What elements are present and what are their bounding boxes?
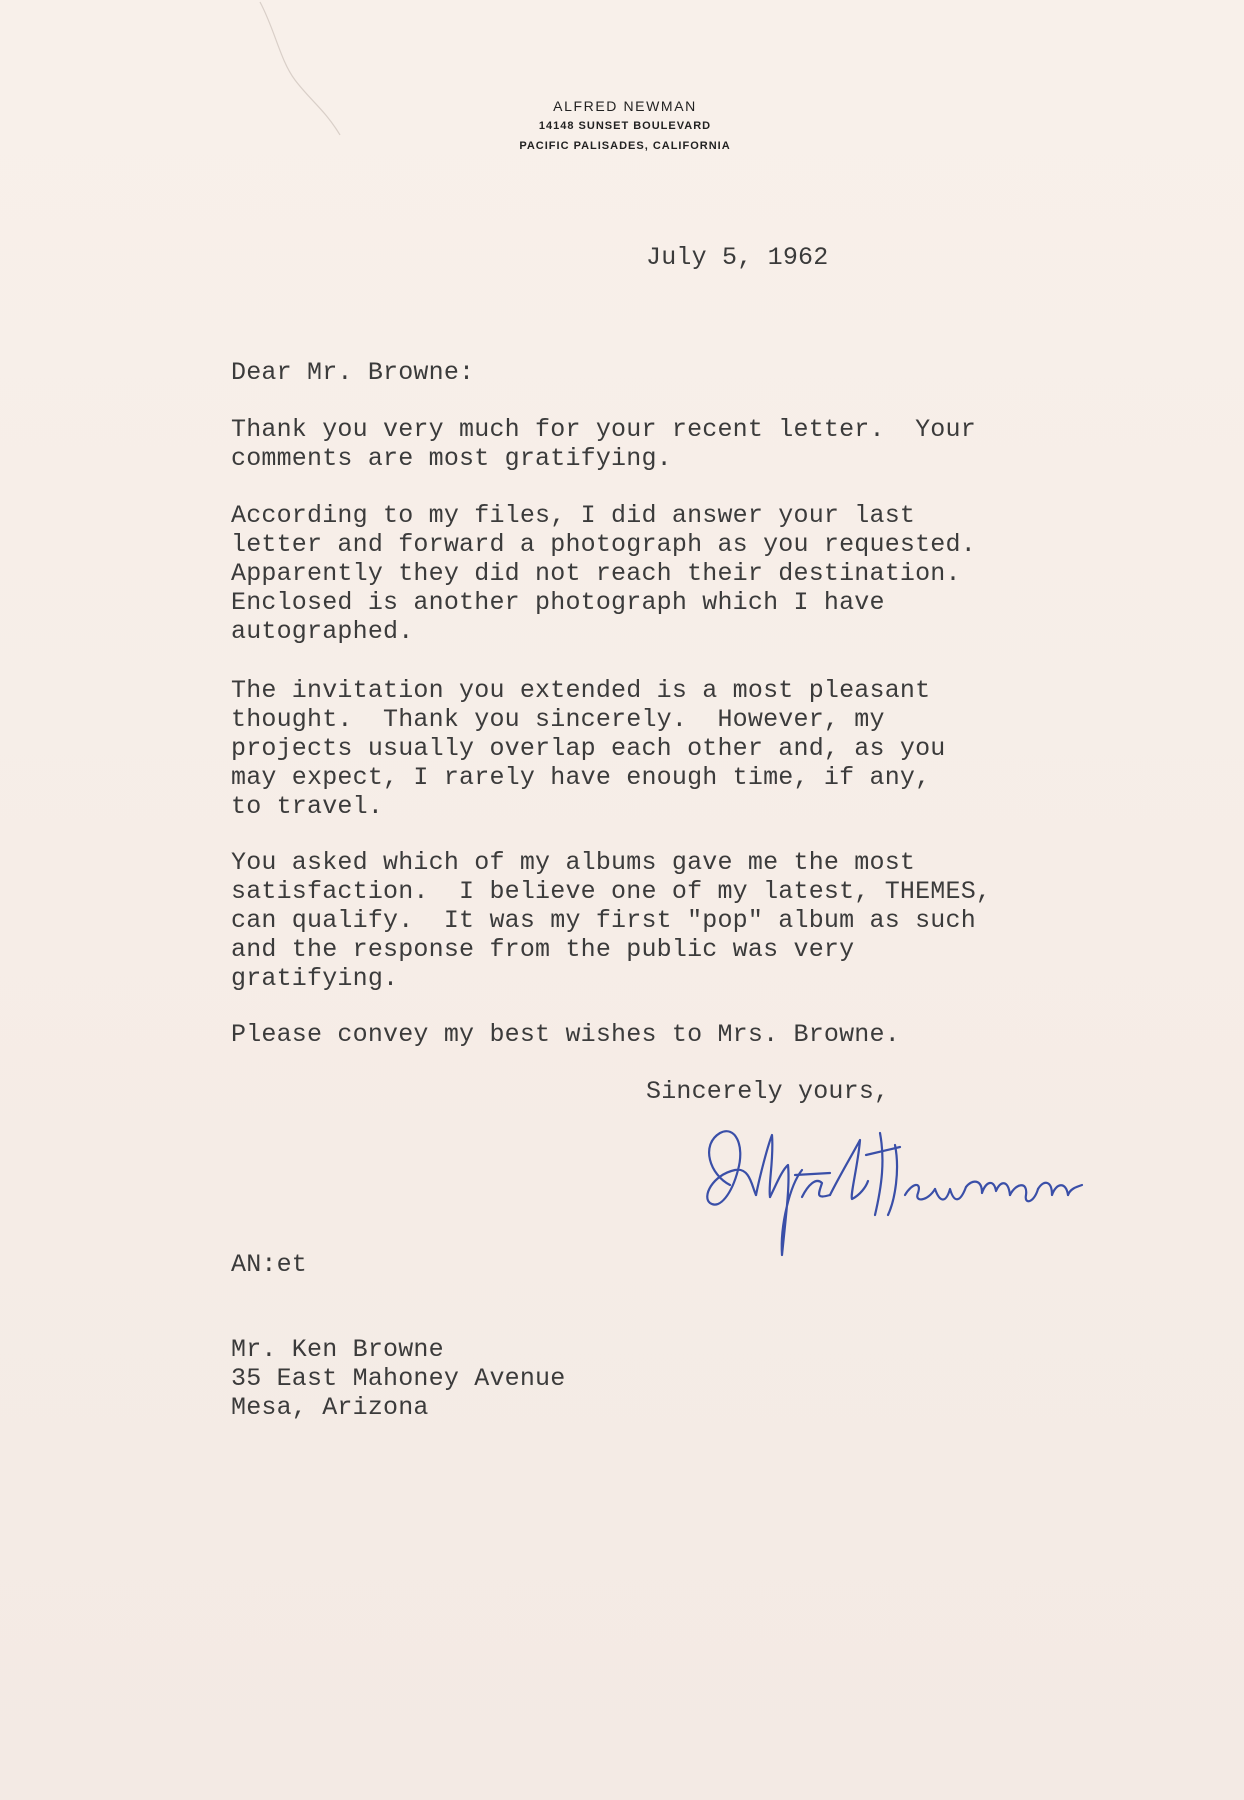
paragraph-5: Please convey my best wishes to Mrs. Browne. — [231, 1020, 900, 1049]
paragraph-3: The invitation you extended is a most pleasant thought. Thank you sincerely. However, my projects usually overlap each other and, as you may expect, I rarely have enough time, if any, to travel. — [231, 676, 946, 821]
paragraph-1: Thank you very much for your recent letter. Your comments are most gratifying. — [231, 415, 976, 473]
typist-initials: AN:et — [231, 1250, 308, 1279]
letterhead-name: ALFRED NEWMAN — [553, 98, 697, 114]
letterhead — [455, 96, 795, 156]
paragraph-2: According to my files, I did answer your last letter and forward a photograph as you requested. Apparently they did not reach their destination. Enclosed is another photograph which I have autographed. — [231, 501, 976, 646]
recipient-address: Mr. Ken Browne 35 East Mahoney Avenue Mesa, Arizona — [231, 1335, 566, 1422]
letter-date: July 5, 1962 — [646, 243, 829, 272]
salutation: Dear Mr. Browne: — [231, 358, 475, 387]
paper-crease-mark — [255, 0, 345, 140]
closing: Sincerely yours, — [646, 1077, 890, 1106]
paragraph-4: You asked which of my albums gave me the most satisfaction. I believe one of my latest, THEMES, can qualify. It was my first "pop" album as such and the response from the public was very gratifying. — [231, 848, 992, 993]
letterhead-street: 14148 SUNSET BOULEVARD — [538, 120, 712, 132]
handwritten-signature — [690, 1115, 1150, 1265]
letterhead-city: PACIFIC PALISADES, CALIFORNIA — [519, 140, 731, 152]
